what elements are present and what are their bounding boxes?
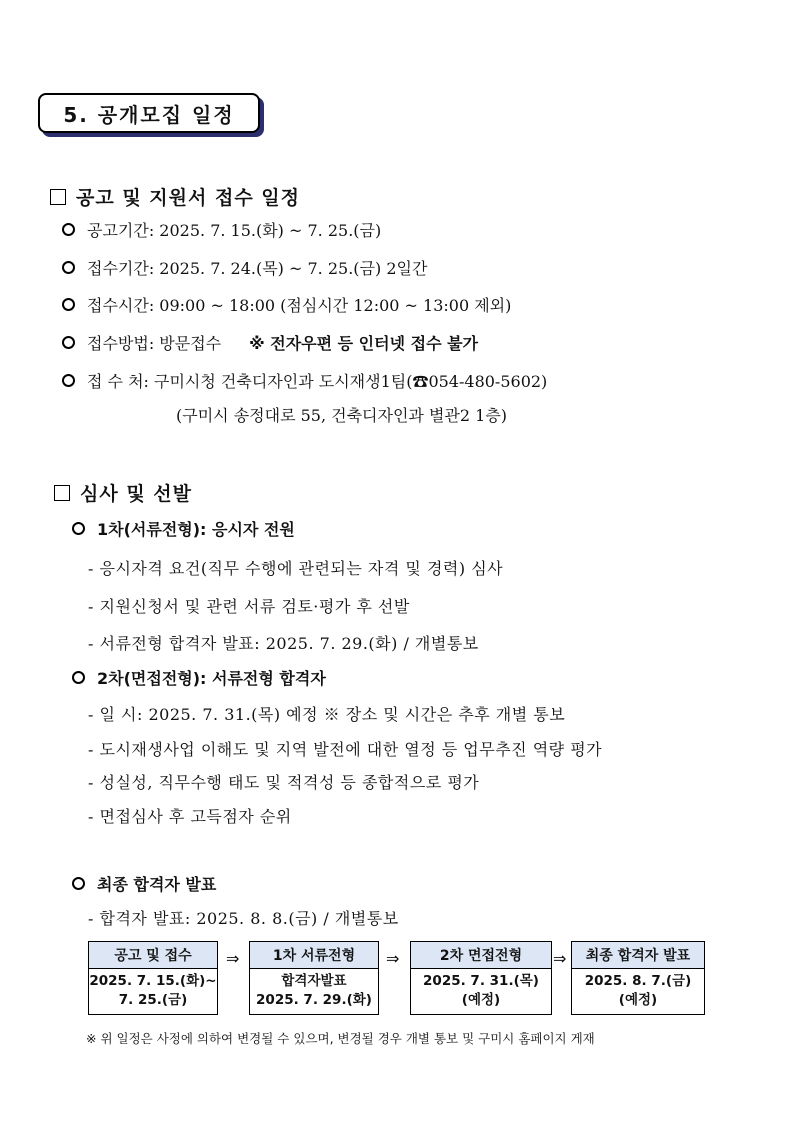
flow-arrow-icon: ⇒ bbox=[226, 949, 240, 968]
stage2-detail: - 도시재생사업 이해도 및 지역 발전에 대한 열정 등 업무추진 역량 평가 bbox=[88, 740, 603, 759]
final-detail: - 합격자 발표: 2025. 8. 8.(금) / 개별통보 bbox=[88, 909, 399, 928]
flow-step-body bbox=[250, 969, 378, 1013]
final-title bbox=[72, 872, 216, 895]
flow-step-head: 공고 및 접수 bbox=[89, 942, 217, 969]
circle-bullet-icon bbox=[62, 336, 75, 349]
flow-step-line: 2025. 7. 15.(화)~ bbox=[89, 973, 217, 989]
stage1-title bbox=[72, 517, 295, 540]
flow-step-body bbox=[411, 969, 551, 1013]
flow-step-head: 2차 면접전형 bbox=[411, 942, 551, 969]
stage1-detail: - 지원신청서 및 관련 서류 검토·평가 후 선발 bbox=[88, 597, 410, 616]
notice-item bbox=[62, 369, 547, 392]
notice-heading bbox=[50, 183, 300, 210]
flow-step-line: 7. 25.(금) bbox=[118, 992, 188, 1008]
section-title: 5. 공개모집 일정 bbox=[38, 93, 260, 133]
stage2-title bbox=[72, 666, 326, 689]
notice-item bbox=[62, 218, 381, 241]
selection-heading-label: 심사 및 선발 bbox=[80, 483, 192, 505]
circle-bullet-icon bbox=[72, 522, 85, 535]
circle-bullet-icon bbox=[72, 877, 85, 890]
notice-item-text: 접수시간: 09:00 ~ 18:00 (점심시간 12:00 ~ 13:00 제외) bbox=[87, 296, 512, 315]
notice-item-text: 접수방법: 방문접수 bbox=[87, 334, 222, 353]
notice-item-sub: (구미시 송정대로 55, 건축디자인과 별관2 1층) bbox=[176, 406, 508, 425]
notice-heading-label: 공고 및 지원서 접수 일정 bbox=[76, 187, 300, 209]
flow-step-final bbox=[571, 941, 705, 1015]
flow-step-line: 합격자발표 bbox=[281, 973, 347, 989]
stage2-title-text: 2차(면접전형): 서류전형 합격자 bbox=[97, 669, 326, 688]
flow-step-line: (예정) bbox=[618, 992, 658, 1008]
notice-item bbox=[62, 293, 511, 316]
notice-item bbox=[62, 331, 478, 354]
circle-bullet-icon bbox=[62, 298, 75, 311]
flow-step-line: 2025. 7. 29.(화) bbox=[256, 992, 372, 1008]
flow-step-line: (예정) bbox=[461, 992, 501, 1008]
notice-item bbox=[62, 256, 427, 279]
flow-step-body bbox=[89, 969, 217, 1013]
flow-step-head: 최종 합격자 발표 bbox=[572, 942, 704, 969]
flow-step-head: 1차 서류전형 bbox=[250, 942, 378, 969]
stage2-detail: - 면접심사 후 고득점자 순위 bbox=[88, 807, 292, 826]
stage2-detail: - 성실성, 직무수행 태도 및 적격성 등 종합적으로 평가 bbox=[88, 773, 480, 792]
stage2-detail: - 일 시: 2025. 7. 31.(목) 예정 ※ 장소 및 시간은 추후 개별 통보 bbox=[88, 705, 566, 724]
circle-bullet-icon bbox=[62, 223, 75, 236]
checkbox-square-icon bbox=[50, 189, 66, 205]
flow-arrow-icon: ⇒ bbox=[553, 949, 567, 968]
circle-bullet-icon bbox=[72, 671, 85, 684]
selection-heading bbox=[54, 479, 192, 506]
checkbox-square-icon bbox=[54, 485, 70, 501]
flow-step-document bbox=[249, 941, 379, 1015]
flow-arrow-icon: ⇒ bbox=[386, 949, 400, 968]
notice-item-text: 공고기간: 2025. 7. 15.(화) ~ 7. 25.(금) bbox=[87, 221, 382, 240]
flow-step-line: 2025. 7. 31.(목) bbox=[423, 973, 539, 989]
footnote: ※ 위 일정은 사정에 의하여 변경될 수 있으며, 변경될 경우 개별 통보 및 구미시 홈페이지 게재 bbox=[86, 1031, 595, 1046]
notice-item-text: 접 수 처: 구미시청 건축디자인과 도시재생1팀(☎054-480-5602) bbox=[87, 372, 548, 391]
notice-item-text: 접수기간: 2025. 7. 24.(목) ~ 7. 25.(금) 2일간 bbox=[87, 259, 428, 278]
stage1-detail: - 서류전형 합격자 발표: 2025. 7. 29.(화) / 개별통보 bbox=[88, 634, 479, 653]
final-title-text: 최종 합격자 발표 bbox=[97, 875, 217, 894]
circle-bullet-icon bbox=[62, 374, 75, 387]
flow-step-body bbox=[572, 969, 704, 1013]
flow-step-interview bbox=[410, 941, 552, 1015]
circle-bullet-icon bbox=[62, 261, 75, 274]
flow-step-notice bbox=[88, 941, 218, 1015]
flow-step-line: 2025. 8. 7.(금) bbox=[584, 973, 692, 989]
stage1-detail: - 응시자격 요건(직무 수행에 관련되는 자격 및 경력) 심사 bbox=[88, 559, 504, 578]
stage1-title-text: 1차(서류전형): 응시자 전원 bbox=[97, 520, 295, 539]
notice-emphasis: ※ 전자우편 등 인터넷 접수 불가 bbox=[249, 334, 479, 353]
